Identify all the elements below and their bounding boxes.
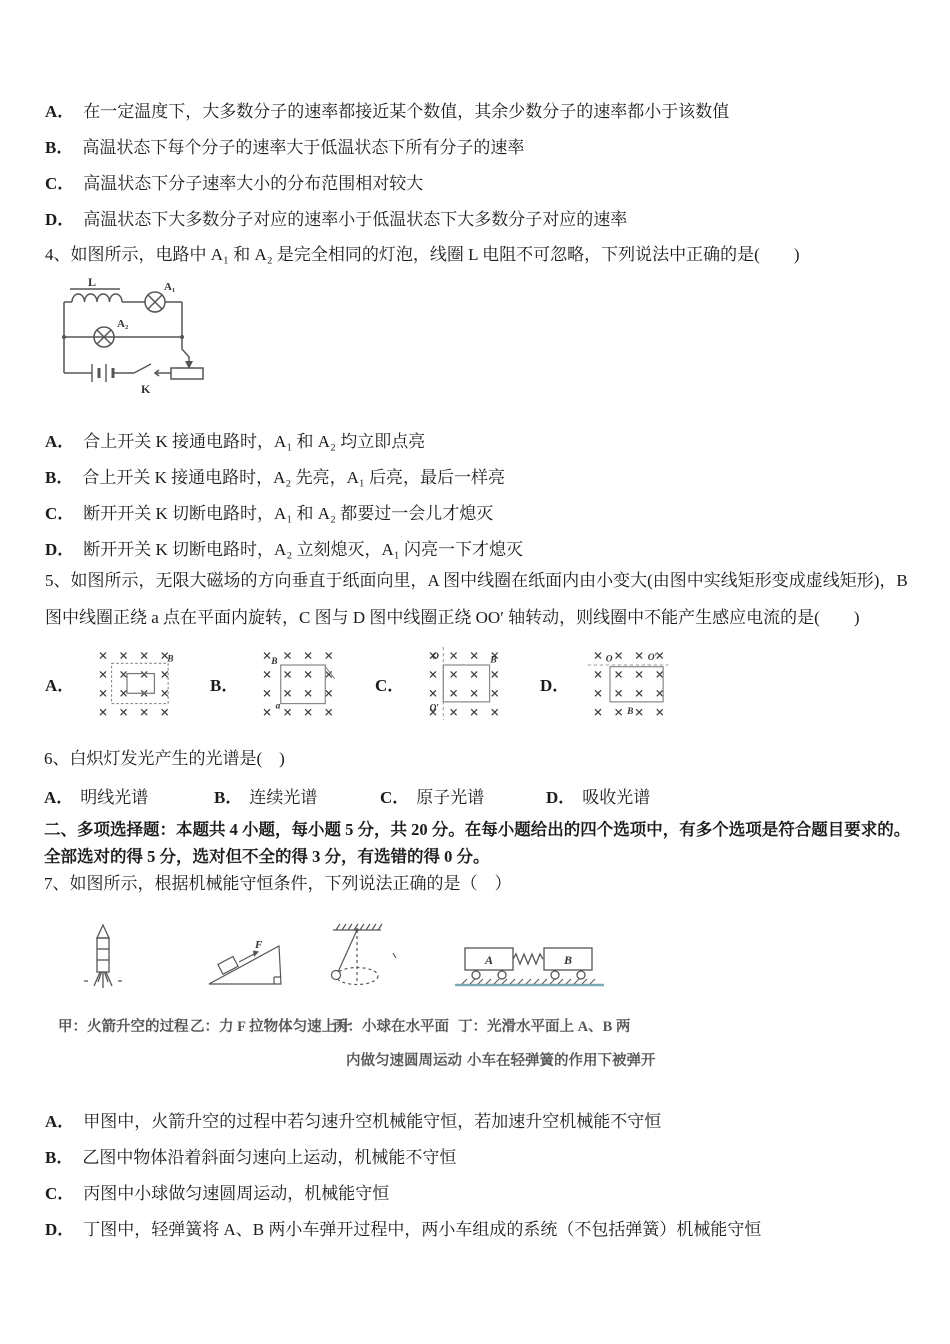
carts-diagram	[452, 938, 607, 994]
field-panel-d-group	[540, 641, 670, 725]
circular-path	[336, 968, 378, 985]
bulb-a1	[145, 292, 165, 312]
option-letter: C．	[45, 174, 75, 193]
block-on-incline	[218, 957, 238, 975]
panel-letter: A．	[45, 675, 75, 695]
pivot-dot	[355, 928, 359, 932]
field-label-b: B	[490, 655, 497, 666]
option-text: 吸收光谱	[582, 788, 651, 807]
junction-dot	[62, 335, 66, 339]
option-text: 甲图中，火箭升空的过程中若匀速升空机械能守恒，若加速升空机械能不守恒	[83, 1112, 662, 1131]
q6-option-b	[214, 783, 317, 808]
option-text: 原子光谱	[416, 788, 485, 807]
panel-letter: C．	[375, 675, 405, 695]
q6-option-d	[546, 783, 650, 808]
section2-line2: 全部选对的得 5 分，选对但不全的得 3 分，有选错的得 0 分。	[44, 847, 490, 866]
coil-expanded-dashed	[112, 663, 169, 703]
option-letter: C．	[380, 788, 410, 807]
figure-caption-ding1: 丁：光滑水平面上 A、B 两	[458, 1019, 631, 1035]
q6-stem: 6、白炽灯发光产生的光谱是( )	[44, 749, 285, 768]
pendulum-string	[338, 930, 357, 972]
force-arrowhead	[253, 951, 259, 958]
option-text: 断开开关 K 切断电路时，A₂ 立刻熄灭，A₁ 闪亮一下才熄灭	[83, 540, 523, 559]
field-crosses	[430, 653, 498, 716]
figure-caption-ding2: 小车在轻弹簧的作用下被弹开	[467, 1053, 656, 1069]
ground-hatching	[462, 979, 595, 984]
field-panel-b-group	[210, 641, 339, 725]
cart-b-wheel	[551, 971, 559, 979]
figure-caption-yi: 乙：力 F 拉物体匀速上升	[190, 1019, 351, 1035]
option-text: 断开开关 K 切断电路时，A₁ 和 A₂ 都要过一会儿才熄灭	[83, 504, 494, 523]
wire	[64, 302, 182, 373]
option-row	[45, 1182, 761, 1218]
option-letter: C．	[45, 504, 75, 523]
wiper-wire	[182, 337, 189, 362]
panel-letter: D．	[540, 675, 570, 695]
right-angle-mark	[274, 977, 281, 984]
switch-label: K	[141, 382, 151, 396]
axis-label-o: O	[432, 652, 440, 662]
q7-stem: 7、如图所示，根据机械能守恒条件，下列说法正确的是（ ）	[44, 874, 512, 893]
axis-label-o: O	[605, 654, 613, 665]
q4-options	[45, 430, 523, 574]
pivot-label-a: a	[275, 701, 281, 712]
cart-b-wheel	[577, 971, 585, 979]
q4-stem: 4、如图所示，电路中 A₁ 和 A₂ 是完全相同的灯泡，线圈 L 电阻不可忽略，下列说法中正确的是( )	[45, 245, 800, 264]
option-text: 丁图中，轻弹簧将 A、B 两小车弹开过程中，两小车组成的系统（不包括弹簧）机械能守恒	[83, 1220, 762, 1239]
figure-caption-bing2: 内做匀速圆周运动	[346, 1053, 462, 1069]
bulb-a2-label: A₂	[117, 318, 129, 330]
option-row	[45, 502, 523, 538]
option-letter: B．	[214, 788, 243, 807]
option-letter: A．	[45, 102, 75, 121]
option-letter: B．	[45, 1148, 74, 1167]
field-panel-b	[255, 645, 339, 721]
option-row	[45, 1146, 761, 1182]
option-row	[45, 136, 729, 172]
pendulum-diagram	[323, 920, 401, 998]
option-letter: A．	[45, 432, 75, 451]
option-text: 乙图中物体沿着斜面匀速向上运动，机械能不守恒	[82, 1148, 457, 1167]
incline-diagram	[205, 938, 285, 988]
option-letter: D．	[45, 1220, 75, 1239]
rocket-diagram	[80, 923, 126, 995]
option-row	[45, 466, 523, 502]
inductor-label: L	[87, 275, 97, 289]
q3-options	[45, 100, 729, 244]
coil	[444, 665, 490, 702]
option-text: 明线光谱	[80, 788, 149, 807]
coil	[281, 665, 326, 704]
field-crosses	[100, 653, 168, 716]
cart-a-wheel	[472, 971, 480, 979]
figure-caption-jia: 甲：火箭升空的过程	[58, 1019, 189, 1035]
field-panel-a-group	[45, 641, 175, 725]
option-text: 合上开关 K 接通电路时，A₁ 和 A₂ 均立即点亮	[83, 432, 426, 451]
spring	[513, 954, 543, 964]
inductor-coil	[72, 294, 122, 302]
option-row	[45, 208, 729, 244]
option-row	[45, 430, 523, 466]
rocket-body	[97, 938, 109, 972]
option-letter: D．	[45, 540, 75, 559]
coil-initial	[127, 674, 154, 694]
bulb-a1-label: A₁	[164, 281, 176, 293]
rheostat	[171, 368, 203, 379]
option-text: 丙图中小球做匀速圆周运动，机械能守恒	[83, 1184, 390, 1203]
field-label-b: B	[271, 657, 278, 668]
section2-line1: 二、多项选择题：本题共 4 小题，每小题 5 分，共 20 分。在每小题给出的四个选项中，有多个选项是符合题目要求的。	[44, 820, 911, 839]
field-panel-c-group	[375, 641, 505, 725]
option-text: 高温状态下分子速率大小的分布范围相对较大	[83, 174, 424, 193]
incline-triangle	[209, 946, 281, 984]
option-text: 高温状态下大多数分子对应的速率小于低温状态下大多数分子对应的速率	[83, 210, 628, 229]
field-panel-d	[586, 645, 670, 721]
option-row	[45, 1218, 761, 1254]
axis-label-o-prime: O′	[429, 703, 440, 714]
cart-a-wheel	[498, 971, 506, 979]
panel-letter: B．	[210, 675, 239, 695]
option-letter: D．	[546, 788, 576, 807]
option-letter: A．	[44, 788, 74, 807]
section2-header	[44, 816, 910, 870]
field-label-b: B	[167, 654, 174, 665]
rocket-flame	[94, 972, 112, 988]
option-letter: B．	[45, 468, 74, 487]
option-row	[45, 100, 729, 136]
option-text: 高温状态下每个分子的速率大于低温状态下所有分子的速率	[82, 138, 525, 157]
option-letter: D．	[45, 210, 75, 229]
q6-option-c	[380, 783, 484, 808]
axis-label-o-prime: O′	[647, 652, 658, 663]
force-label: F	[255, 939, 263, 951]
battery	[92, 364, 113, 382]
option-letter: A．	[45, 1112, 75, 1131]
q6-option-a	[44, 783, 148, 808]
option-letter: C．	[45, 1184, 75, 1203]
field-panel-c	[421, 645, 505, 721]
option-row	[45, 1110, 761, 1146]
cart-a-label: A	[485, 953, 494, 967]
field-label-b: B	[627, 706, 634, 717]
option-text: 连续光谱	[249, 788, 318, 807]
switch	[134, 364, 159, 376]
option-row	[45, 172, 729, 208]
option-text: 在一定温度下，大多数分子的速率都接近某个数值，其余少数分子的速率都小于该数值	[83, 102, 730, 121]
q5-stem: 5、如图所示，无限大磁场的方向垂直于纸面向里，A 图中线圈在纸面内由小变大(由图中实线矩形变成虚线矩形)，B 图中线圈正绕 a 点在平面内旋转，C 图与 D 图中线圈正绕 OO′ 轴转动，则线圈中不能产生感应电流的是( )	[45, 571, 908, 627]
pendulum-ball	[332, 971, 341, 980]
junction-dot	[180, 335, 184, 339]
ceiling-hatching	[336, 924, 382, 930]
circuit-diagram	[56, 277, 261, 399]
option-text: 合上开关 K 接通电路时，A₂ 先亮，A₁ 后亮，最后一样亮	[82, 468, 506, 487]
rocket-nose	[97, 925, 109, 938]
option-letter: B．	[45, 138, 74, 157]
figure-caption-bing1: 丙：小球在水平面	[333, 1019, 449, 1035]
field-panel-a	[91, 645, 175, 721]
q7-options	[45, 1110, 761, 1254]
cart-b-label: B	[564, 953, 573, 967]
small-tick	[393, 953, 396, 958]
